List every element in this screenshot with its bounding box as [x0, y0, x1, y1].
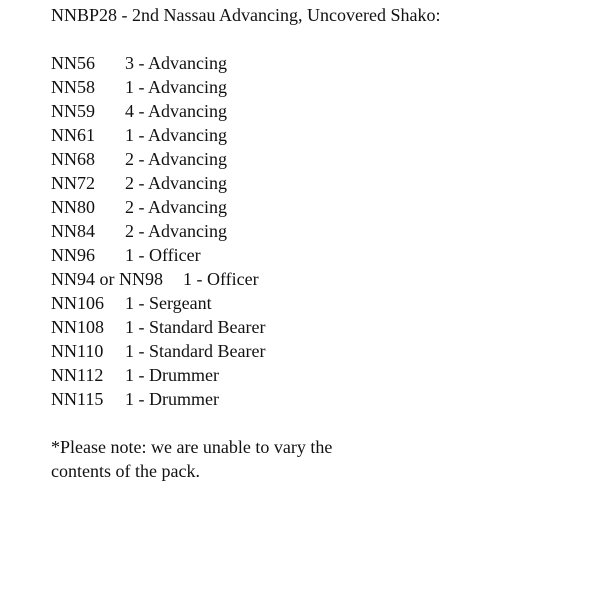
list-item	[51, 387, 581, 411]
item-code: NN112	[51, 365, 104, 385]
list-item	[51, 339, 581, 363]
item-code: NN96	[51, 245, 95, 265]
item-description: 1 - Drummer	[125, 365, 219, 385]
list-item	[51, 267, 581, 291]
list-item	[51, 51, 581, 75]
item-description: 1 - Advancing	[125, 125, 227, 145]
item-description: 1 - Standard Bearer	[125, 317, 266, 337]
list-item	[51, 195, 581, 219]
item-code: NN115	[51, 389, 104, 409]
item-description: 2 - Advancing	[125, 173, 227, 193]
item-description: 1 - Officer	[183, 269, 259, 289]
item-code: NN61	[51, 125, 95, 145]
contents-list	[51, 51, 581, 411]
item-code: NN94 or NN98	[51, 269, 163, 289]
item-code: NN84	[51, 221, 95, 241]
item-code: NN56	[51, 53, 95, 73]
item-description: 2 - Advancing	[125, 197, 227, 217]
item-description: 1 - Standard Bearer	[125, 341, 266, 361]
item-code: NN106	[51, 293, 104, 313]
document-body	[51, 3, 581, 483]
pack-note	[51, 435, 381, 483]
item-description: 1 - Advancing	[125, 77, 227, 97]
note-line: contents of the pack.	[51, 461, 200, 481]
pack-title: NNBP28 - 2nd Nassau Advancing, Uncovered Shako:	[51, 5, 441, 25]
list-item	[51, 171, 581, 195]
list-item	[51, 99, 581, 123]
item-description: 2 - Advancing	[125, 149, 227, 169]
list-item	[51, 75, 581, 99]
list-item	[51, 243, 581, 267]
list-item	[51, 219, 581, 243]
list-item	[51, 147, 581, 171]
item-code: NN68	[51, 149, 95, 169]
item-description: 3 - Advancing	[125, 53, 227, 73]
item-code: NN58	[51, 77, 95, 97]
item-code: NN110	[51, 341, 104, 361]
item-code: NN80	[51, 197, 95, 217]
item-description: 2 - Advancing	[125, 221, 227, 241]
item-code: NN108	[51, 317, 104, 337]
item-code: NN72	[51, 173, 95, 193]
item-description: 1 - Sergeant	[125, 293, 212, 313]
item-description: 1 - Officer	[125, 245, 201, 265]
note-line: *Please note: we are unable to vary the	[51, 437, 333, 457]
list-item	[51, 315, 581, 339]
list-item	[51, 291, 581, 315]
item-code: NN59	[51, 101, 95, 121]
item-description: 4 - Advancing	[125, 101, 227, 121]
item-description: 1 - Drummer	[125, 389, 219, 409]
list-item	[51, 123, 581, 147]
list-item	[51, 363, 581, 387]
